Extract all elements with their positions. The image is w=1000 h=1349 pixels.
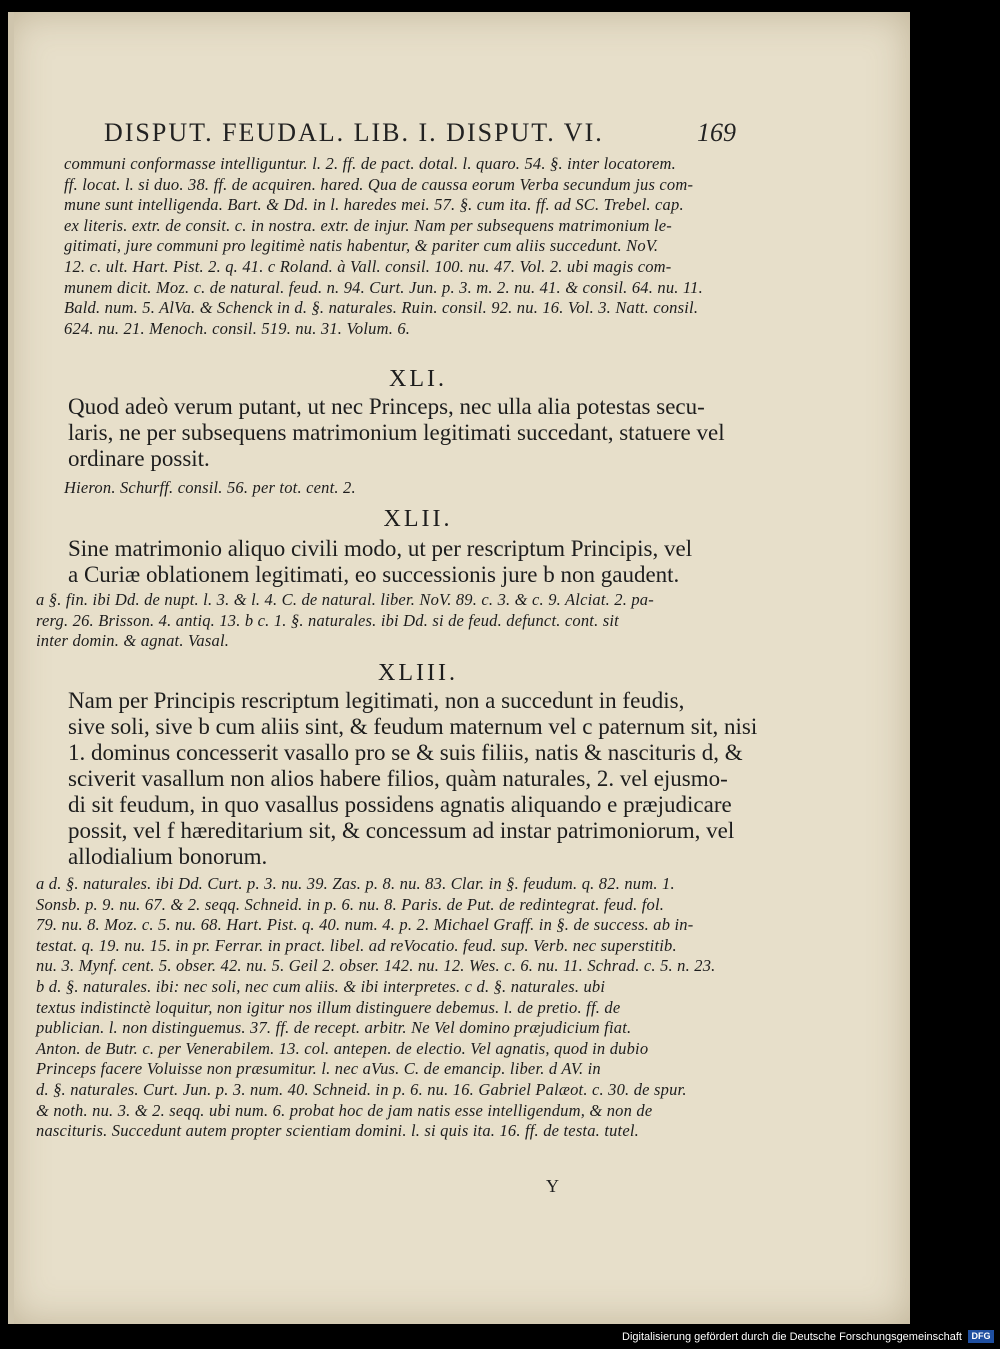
- running-title: DISPUT. FEUDAL. LIB. I. DISPUT. VI.: [104, 118, 604, 147]
- footnote-line: Bald. num. 5. AlVa. & Schenck in d. §. naturales. Ruin. consil. 92. nu. 16. Vol. 3. Natt. consil.: [64, 298, 699, 318]
- footnote-line: b d. §. naturales. ibi: nec soli, nec cum aliis. & ibi interpretes. c d. §. naturales. ubi: [36, 976, 606, 996]
- section-43-notes: [36, 874, 716, 1142]
- body-line: sive soli, sive b cum aliis sint, & feudum maternum vel c paternum sit, nisi: [68, 714, 758, 739]
- footnote-line: d. §. naturales. Curt. Jun. p. 3. num. 40. Schneid. in p. 6. nu. 16. Gabriel Palæot. c. 30. de spur.: [36, 1079, 687, 1099]
- footnotes-block-1: [64, 154, 714, 339]
- footnote-line: nu. 3. Mynf. cent. 5. obser. 42. nu. 5. Geil 2. obser. 142. nu. 12. Wes. c. 6. nu. 11. Schrad. c. 5. n. 23.: [36, 956, 716, 976]
- body-line: di sit feudum, in quo vasallus possidens agnatis aliquando e præjudicare: [68, 792, 732, 817]
- footnote-line: inter domin. & agnat. Vasal.: [36, 631, 230, 651]
- footnote-line: 79. nu. 8. Moz. c. 5. nu. 68. Hart. Pist. q. 40. num. 4. p. 2. Michael Graff. in §. de success. ab in-: [36, 915, 694, 935]
- footnote-line: munem dicit. Moz. c. de natural. feud. n. 94. Curt. Jun. p. 3. m. 2. nu. 41. & consil. 64. nu. 11.: [64, 277, 703, 297]
- footnote-line: gitimati, jure communi pro legitimè natis habentur, & pariter cum aliis succedunt. NoV.: [64, 236, 659, 256]
- footer-credit: Digitalisierung gefördert durch die Deutsche Forschungsgemeinschaft: [622, 1331, 962, 1343]
- footnote-line: a d. §. naturales. ibi Dd. Curt. p. 3. nu. 39. Zas. p. 8. nu. 83. Clar. in §. feudum. q. 82. num. 1.: [36, 874, 675, 893]
- running-header: [104, 118, 736, 148]
- body-line: 1. dominus concesserit vasallo pro se & suis filiis, natis & nascituris d, &: [68, 740, 743, 765]
- body-line: laris, ne per subsequens matrimonium legitimati succedant, statuere vel: [68, 420, 725, 445]
- body-line: Sine matrimonio aliquo civili modo, ut per rescriptum Principis, vel: [68, 536, 693, 561]
- body-line: ordinare possit.: [68, 446, 210, 471]
- section-41-body: [68, 394, 725, 472]
- footnote-line: publician. l. non distinguemus. 37. ff. de recept. arbitr. Ne Vel domino præjudicium fiat.: [36, 1018, 632, 1038]
- section-42-body: [68, 536, 718, 588]
- body-line: Nam per Principis rescriptum legitimati, non a succedunt in feudis,: [68, 688, 685, 713]
- footer-bar: [0, 1326, 1000, 1349]
- body-line: sciverit vasallum non alios habere filios, quàm naturales, 2. vel ejusmo-: [68, 766, 728, 791]
- footnote-line: rerg. 26. Brisson. 4. antiq. 13. b c. 1. §. naturales. ibi Dd. si de feud. defunct. cont. sit: [36, 610, 619, 630]
- section-43-body: [68, 688, 758, 870]
- footnote-line: textus indistinctè loquitur, non igitur nos illum distinguere debemus. l. de pretio. ff. de: [36, 997, 621, 1017]
- section-41-note: Hieron. Schurff. consil. 56. per tot. cent. 2.: [64, 478, 356, 497]
- footnote-line: & noth. nu. 3. & 2. seqq. ubi num. 6. probat hoc de jam natis esse intelligendum, & non de: [36, 1100, 653, 1120]
- page-number: 169: [697, 118, 736, 147]
- footnote-line: testat. q. 19. nu. 15. in pr. Ferrar. in pract. libel. ad reVocatio. feud. sup. Verb. nec superstitib.: [36, 935, 677, 955]
- footnote-line: Sonsb. p. 9. nu. 67. & 2. seqq. Schneid. in p. 6. nu. 8. Paris. de Put. de redintegrat. feud. fol.: [36, 894, 665, 914]
- footnote-line: 12. c. ult. Hart. Pist. 2. q. 41. c Roland. à Vall. consil. 100. nu. 47. Vol. 2. ubi magis com-: [64, 256, 672, 276]
- catchword: Y: [546, 1176, 559, 1196]
- section-heading-42: XLII.: [383, 506, 453, 532]
- footnote-line: ex literis. extr. de consit. c. in nostra. extr. de injur. Nam per subsequens matrimonium le-: [64, 215, 672, 235]
- footnote-line: nascituris. Succedunt autem propter scientiam domini. l. si quis ita. 16. ff. de testa. tutel.: [36, 1121, 639, 1141]
- footnote-line: Anton. de Butr. c. per Venerabilem. 13. col. antepen. de electio. Vel agnatis, quod in dubio: [36, 1038, 649, 1058]
- body-line: Quod adeò verum putant, ut nec Princeps, nec ulla alia potestas secu-: [68, 394, 705, 419]
- body-line: a Curiæ oblationem legitimati, eo successionis jure b non gaudent.: [68, 562, 680, 587]
- body-line: allodialium bonorum.: [68, 844, 268, 869]
- dfg-logo-icon: DFG: [968, 1330, 994, 1343]
- body-line: possit, vel f hæreditarium sit, & concessum ad instar patrimoniorum, vel: [68, 818, 735, 843]
- book-page: [8, 12, 910, 1324]
- footnote-line: Princeps facere Voluisse non præsumitur. l. nec aVus. C. de emancip. liber. d AV. in: [36, 1059, 601, 1079]
- section-heading-43: XLIII.: [378, 660, 458, 686]
- footnote-line: mune sunt intelligenda. Bart. & Dd. in l. haredes mei. 57. §. cum ita. ff. ad SC. Trebel. cap.: [64, 195, 684, 215]
- dark-background: [910, 30, 1000, 1326]
- footnote-line: 624. nu. 21. Menoch. consil. 519. nu. 31. Volum. 6.: [64, 318, 411, 338]
- footnote-line: ff. locat. l. si duo. 38. ff. de acquiren. hared. Qua de caussa eorum Verba secundum jus com-: [64, 174, 694, 194]
- footnote-line: a §. fin. ibi Dd. de nupt. l. 3. & l. 4. C. de natural. liber. NoV. 89. c. 3. & c. 9. Alciat. 2. pa-: [36, 590, 654, 609]
- section-42-notes: [36, 590, 686, 652]
- footnote-line: communi conformasse intelliguntur. l. 2. ff. de pact. dotal. l. quaro. 54. §. inter locatorem.: [64, 154, 676, 173]
- section-heading-41: XLI.: [389, 366, 447, 392]
